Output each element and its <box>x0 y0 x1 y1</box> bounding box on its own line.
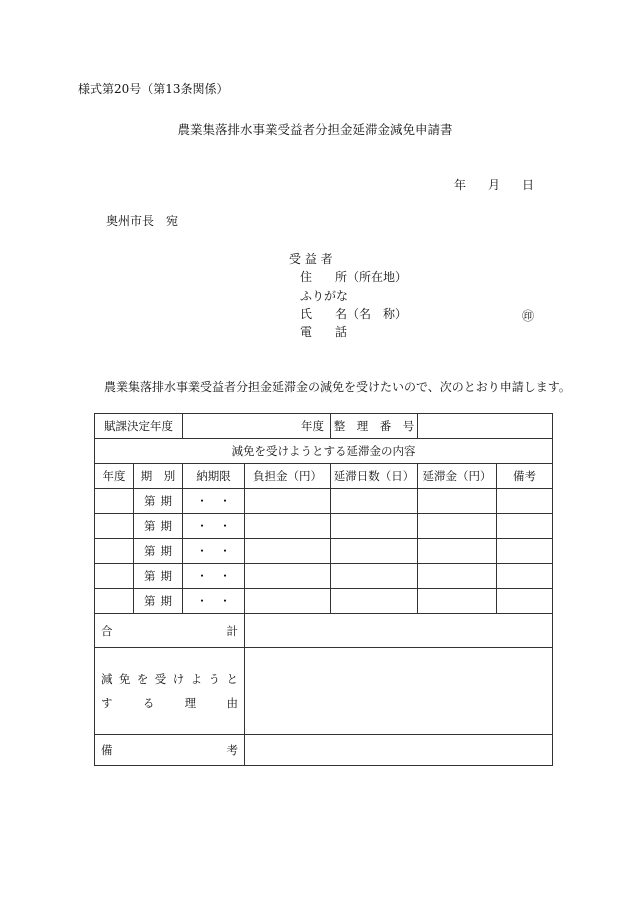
period-suffix: 期 <box>160 569 172 583</box>
assessment-row <box>95 414 553 439</box>
date-month-label: 月 <box>488 178 501 192</box>
remarks-cell[interactable] <box>497 489 553 514</box>
header-due: 納期限 <box>183 464 245 489</box>
reason-char: 由 <box>226 696 238 710</box>
application-statement: 農業集落排水事業受益者分担金延滞金の減免を受けたいので、次のとおり申請します。 <box>104 380 571 394</box>
table-row <box>95 589 553 614</box>
reason-char: 受 <box>154 672 167 686</box>
charge-cell[interactable] <box>245 564 331 589</box>
penalty-cell[interactable] <box>418 539 497 564</box>
year-cell[interactable] <box>95 514 134 539</box>
header-days: 延滞日数（日） <box>331 464 418 489</box>
charge-cell[interactable] <box>245 539 331 564</box>
due-cell[interactable]: ・ ・ <box>183 564 245 589</box>
charge-cell[interactable] <box>245 489 331 514</box>
period-suffix: 期 <box>160 494 172 508</box>
period-cell[interactable] <box>134 514 183 539</box>
remarks-cell[interactable] <box>497 564 553 589</box>
days-cell[interactable] <box>331 514 418 539</box>
reason-char: す <box>101 696 113 710</box>
header-period: 期 別 <box>134 464 183 489</box>
header-row <box>95 464 553 489</box>
reason-label-cell <box>95 648 245 735</box>
remarks-row <box>95 735 553 766</box>
reason-char: る <box>142 696 155 710</box>
penalty-cell[interactable] <box>418 589 497 614</box>
period-suffix: 期 <box>160 519 172 533</box>
name-label-paren: （名 称） <box>347 307 408 321</box>
address-label-b: 所 <box>335 270 348 284</box>
reason-char: と <box>226 672 238 686</box>
due-cell[interactable]: ・ ・ <box>183 489 245 514</box>
reason-label-line1 <box>95 671 244 687</box>
total-label-cell <box>95 614 245 648</box>
period-suffix: 期 <box>160 594 172 608</box>
remarks-cell[interactable] <box>497 539 553 564</box>
remarks-label-cell <box>95 735 245 766</box>
reason-row <box>95 648 553 735</box>
table-row <box>95 539 553 564</box>
reason-char: よ <box>190 672 203 686</box>
due-cell[interactable]: ・ ・ <box>183 589 245 614</box>
table-row <box>95 514 553 539</box>
addressee: 奥州市長 宛 <box>106 214 179 228</box>
remarks-cell[interactable] <box>497 514 553 539</box>
total-value-cell[interactable] <box>245 614 553 648</box>
name-label-b: 名 <box>335 307 348 321</box>
year-cell[interactable] <box>95 539 134 564</box>
phone-label-b: 話 <box>335 325 348 339</box>
ref-number-label: 整 理 番 号 <box>331 414 418 439</box>
form-number: 様式第20号（第13条関係） <box>78 82 229 96</box>
applicant-heading: 受 益 者 <box>289 252 333 266</box>
due-cell[interactable]: ・ ・ <box>183 514 245 539</box>
table-row <box>95 489 553 514</box>
reason-char: う <box>208 672 221 686</box>
year-cell[interactable] <box>95 564 134 589</box>
phone-label-a: 電 <box>300 325 313 339</box>
penalty-cell[interactable] <box>418 514 497 539</box>
address-label-paren: （所在地） <box>347 270 408 284</box>
year-cell[interactable] <box>95 489 134 514</box>
name-label-a: 氏 <box>300 307 313 321</box>
penalty-cell[interactable] <box>418 489 497 514</box>
total-label-a: 合 <box>101 623 113 638</box>
reason-char: 減 <box>101 672 113 686</box>
section-title-row <box>95 439 553 464</box>
header-year: 年度 <box>95 464 134 489</box>
penalty-cell[interactable] <box>418 564 497 589</box>
period-prefix: 第 <box>144 544 156 558</box>
furigana-label: ふりがな <box>300 289 349 303</box>
seal-mark-text: ㊞ <box>522 309 535 323</box>
year-cell[interactable] <box>95 589 134 614</box>
remarks-cell[interactable] <box>497 589 553 614</box>
remarks-label-a: 備 <box>101 743 113 757</box>
header-penalty: 延滞金（円） <box>418 464 497 489</box>
seal-mark <box>522 305 534 324</box>
reason-field[interactable] <box>245 648 553 735</box>
reason-char: 理 <box>184 696 197 710</box>
assessment-year-label: 賦課決定年度 <box>95 414 183 439</box>
reason-char: け <box>172 672 185 686</box>
period-prefix: 第 <box>144 569 156 583</box>
period-prefix: 第 <box>144 494 156 508</box>
header-remarks: 備考 <box>497 464 553 489</box>
reason-label-line2 <box>95 695 244 711</box>
due-cell[interactable]: ・ ・ <box>183 539 245 564</box>
reason-char: を <box>136 672 149 686</box>
date-year-label: 年 <box>454 178 467 192</box>
year-suffix: 年度 <box>301 419 324 433</box>
total-row <box>95 614 553 648</box>
ref-number-field[interactable] <box>418 414 553 439</box>
remarks-label-b: 考 <box>226 743 238 757</box>
application-form-table <box>94 413 553 766</box>
charge-cell[interactable] <box>245 589 331 614</box>
period-prefix: 第 <box>144 594 156 608</box>
days-cell[interactable] <box>331 539 418 564</box>
date-day-label: 日 <box>522 178 535 192</box>
period-cell[interactable] <box>134 589 183 614</box>
period-prefix: 第 <box>144 519 156 533</box>
table-row <box>95 564 553 589</box>
total-label-b: 計 <box>226 623 238 638</box>
remarks-field[interactable] <box>245 735 553 766</box>
charge-cell[interactable] <box>245 514 331 539</box>
document-title: 農業集落排水事業受益者分担金延滞金減免申請書 <box>177 122 453 137</box>
period-suffix: 期 <box>160 544 172 558</box>
header-charge: 負担金（円） <box>245 464 331 489</box>
days-cell[interactable] <box>331 589 418 614</box>
period-cell[interactable] <box>134 564 183 589</box>
period-cell[interactable] <box>134 489 183 514</box>
assessment-year-field[interactable] <box>183 414 331 439</box>
days-cell[interactable] <box>331 489 418 514</box>
address-label-a: 住 <box>300 270 313 284</box>
section-title: 減免を受けようとする延滞金の内容 <box>95 439 553 464</box>
reason-char: 免 <box>118 672 131 686</box>
period-cell[interactable] <box>134 539 183 564</box>
days-cell[interactable] <box>331 564 418 589</box>
